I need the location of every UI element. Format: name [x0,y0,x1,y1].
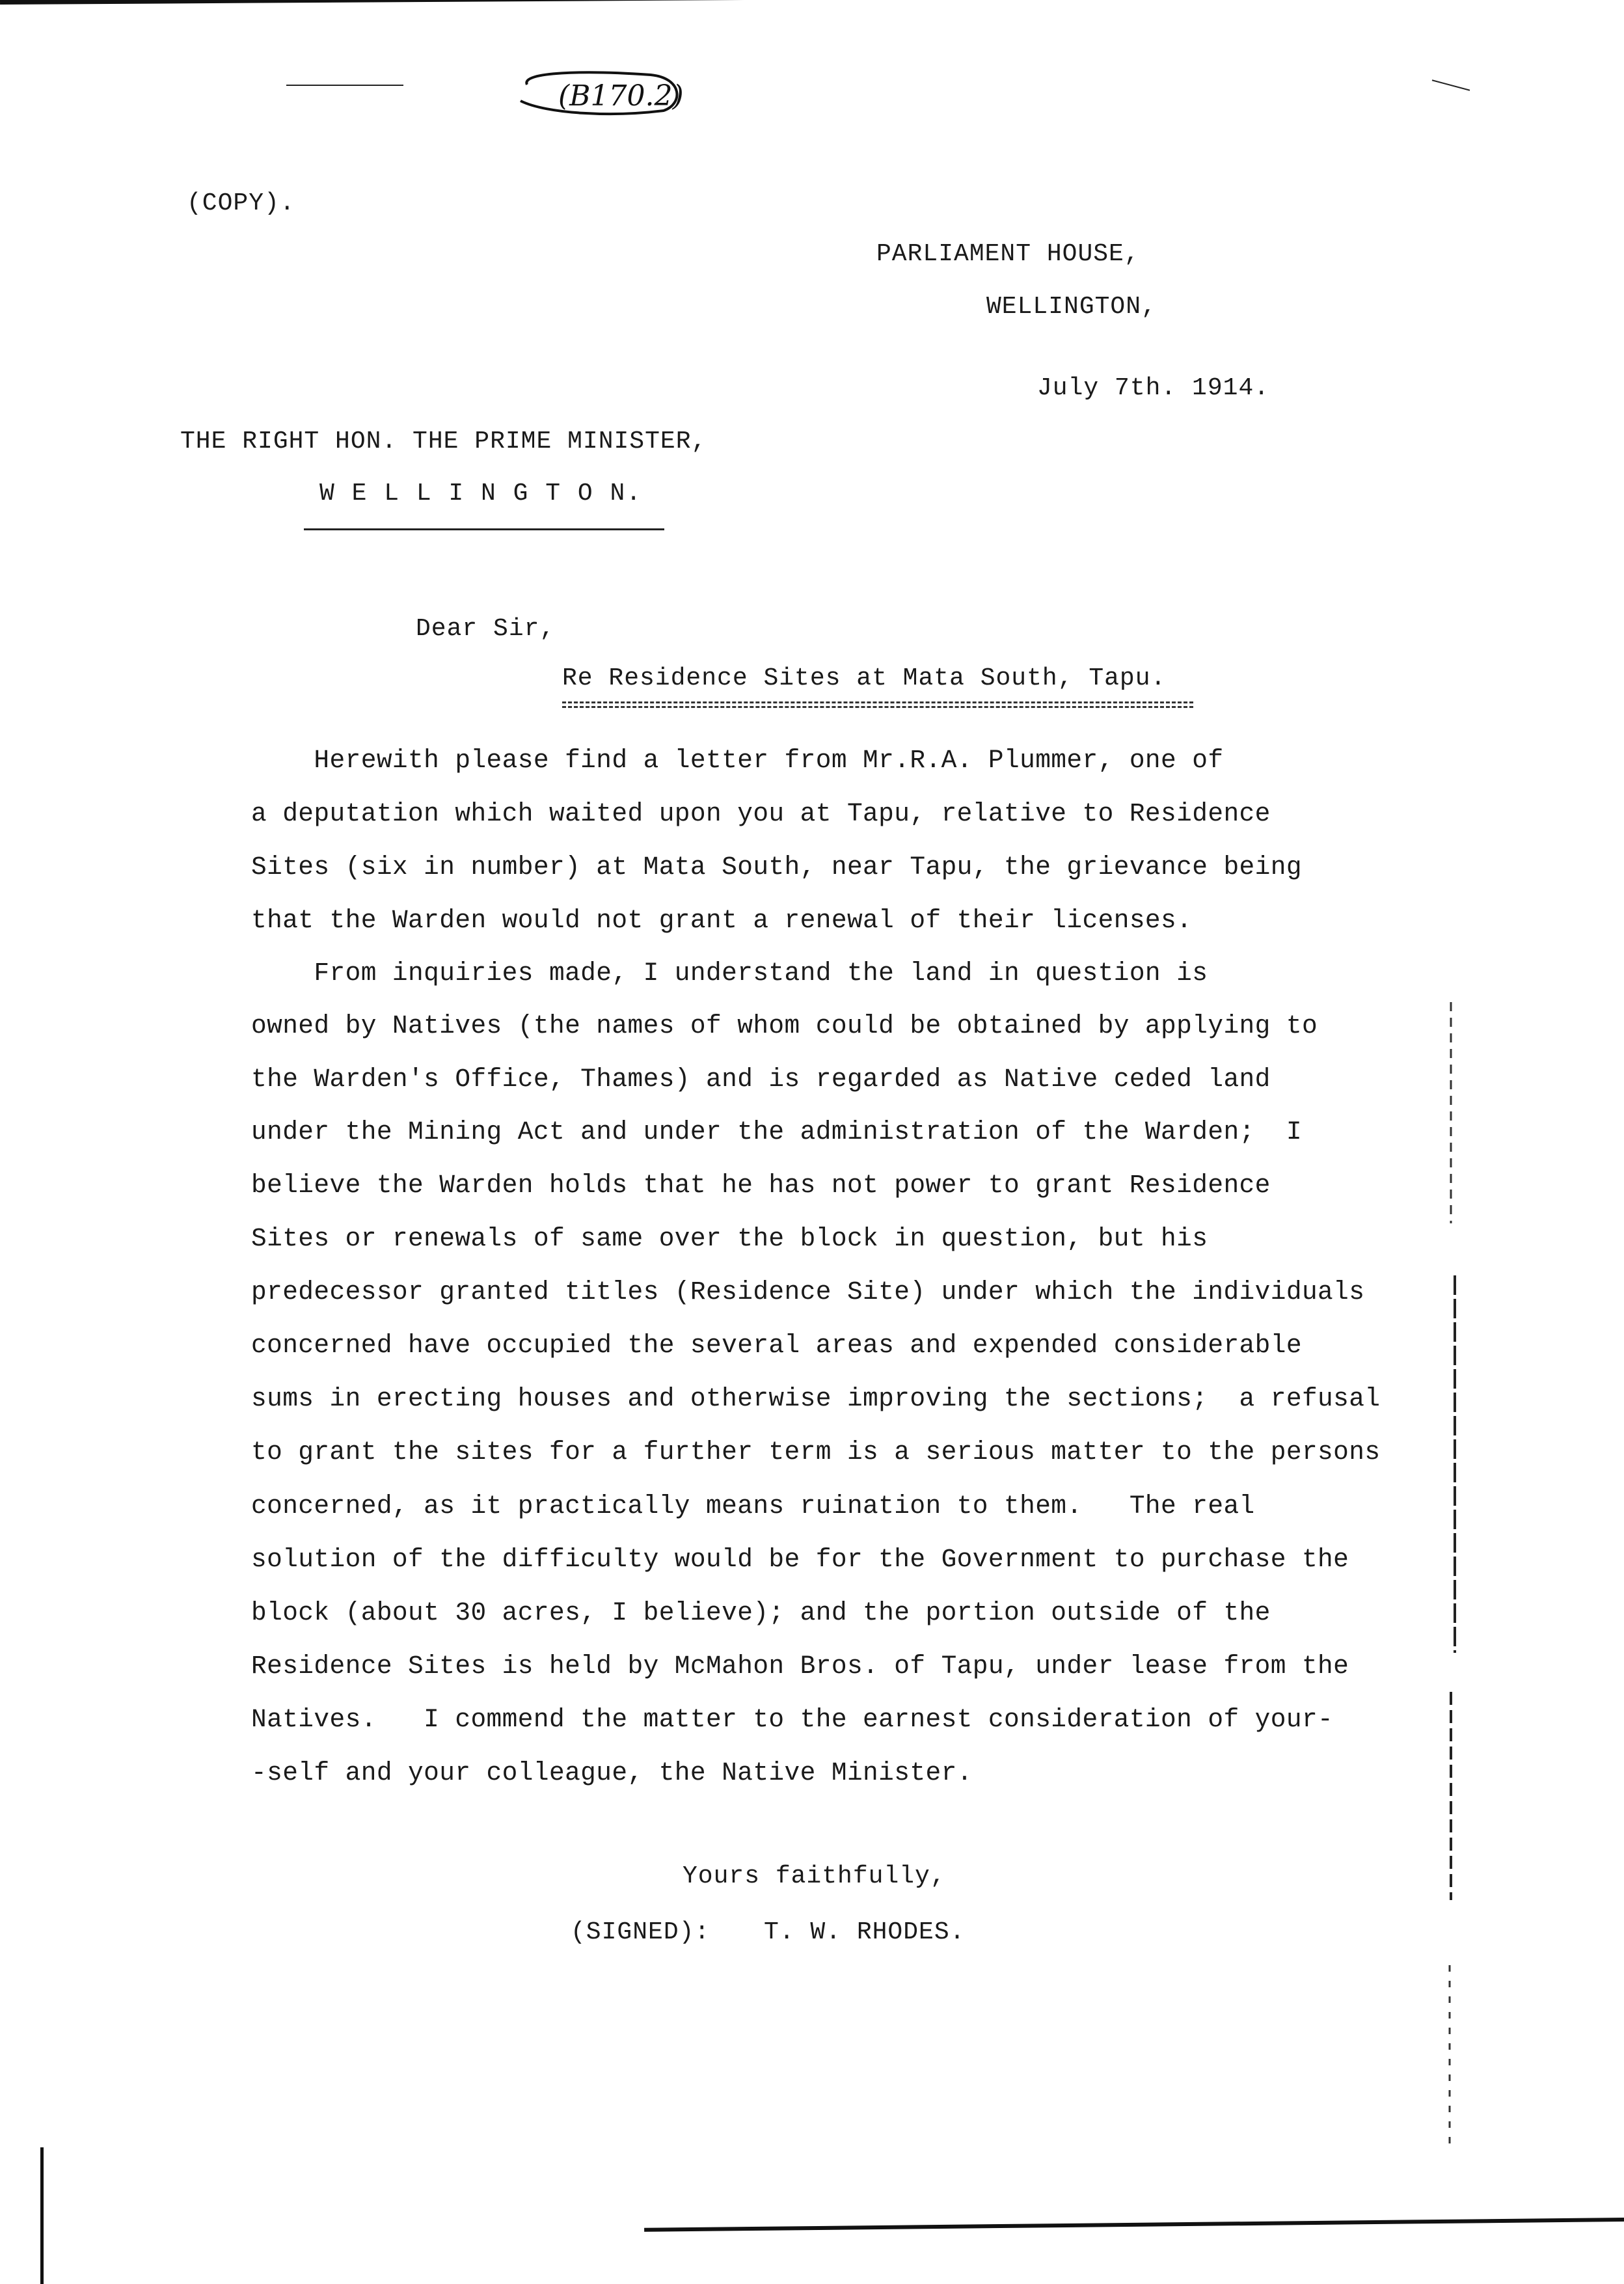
scan-edge-artifacts [1431,1002,1470,2173]
bottom-scan-border [644,2218,1624,2232]
body-line: owned by Natives (the names of whom could be obtained by applying to [251,1011,1318,1040]
left-scan-border [40,2147,44,2284]
letter-date: July 7th. 1914. [1037,374,1270,402]
address-line-1: PARLIAMENT HOUSE, [876,240,1140,268]
body-line: From inquiries made, I understand the land in question is [251,958,1208,988]
address-line-2: WELLINGTON, [986,293,1157,321]
stray-mark [1432,79,1470,90]
body-line: sums in erecting houses and otherwise improving the sections; a refusal [251,1384,1381,1413]
signatory-name: T. W. RHODES. [764,1918,966,1946]
body-line: Natives. I commend the matter to the earnest consideration of your- [251,1705,1334,1734]
body-line: concerned have occupied the several areas and expended considerable [251,1331,1302,1360]
body-line: a deputation which waited upon you at Tapu, relative to Residence [251,799,1271,828]
handwritten-ref-mark [508,65,703,124]
ref-mark-text: (B170.2) [558,79,684,113]
complimentary-close: Yours faithfully, [683,1862,946,1890]
body-line: solution of the difficulty would be for the Government to purchase the [251,1545,1349,1574]
body-line: the Warden's Office, Thames) and is regarded as Native ceded land [251,1065,1271,1094]
body-line: -self and your colleague, the Native Minister. [251,1758,973,1788]
body-line: block (about 30 acres, I believe); and the portion outside of the [251,1598,1271,1627]
stray-mark [286,85,403,86]
subject-double-underline [562,701,1193,708]
body-line: to grant the sites for a further term is a serious matter to the persons [251,1437,1381,1467]
body-line: predecessor granted titles (Residence Site) under which the individuals [251,1277,1365,1307]
body-line: Sites (six in number) at Mata South, near Tapu, the grievance being [251,852,1302,882]
body-line: that the Warden would not grant a renewal of their licenses. [251,906,1193,935]
top-scan-border [0,0,820,5]
body-line: believe the Warden holds that he has not power to grant Residence [251,1171,1271,1200]
body-line: under the Mining Act and under the administration of the Warden; I [251,1117,1302,1147]
recipient-line-1: THE RIGHT HON. THE PRIME MINISTER, [180,428,707,455]
body-line: concerned, as it practically means ruination to them. The real [251,1491,1255,1521]
salutation: Dear Sir, [416,615,556,643]
body-line: Herewith please find a letter from Mr.R.A. Plummer, one of [251,746,1224,775]
subject-line: Re Residence Sites at Mata South, Tapu. [562,664,1167,692]
body-line: Residence Sites is held by McMahon Bros. of Tapu, under lease from the [251,1652,1349,1681]
signed-label: (SIGNED): [571,1918,710,1946]
body-line: Sites or renewals of same over the block in question, but his [251,1224,1208,1253]
recipient-underline [304,528,664,530]
copy-label: (COPY). [187,189,295,217]
recipient-line-2: W E L L I N G T O N. [319,480,643,508]
